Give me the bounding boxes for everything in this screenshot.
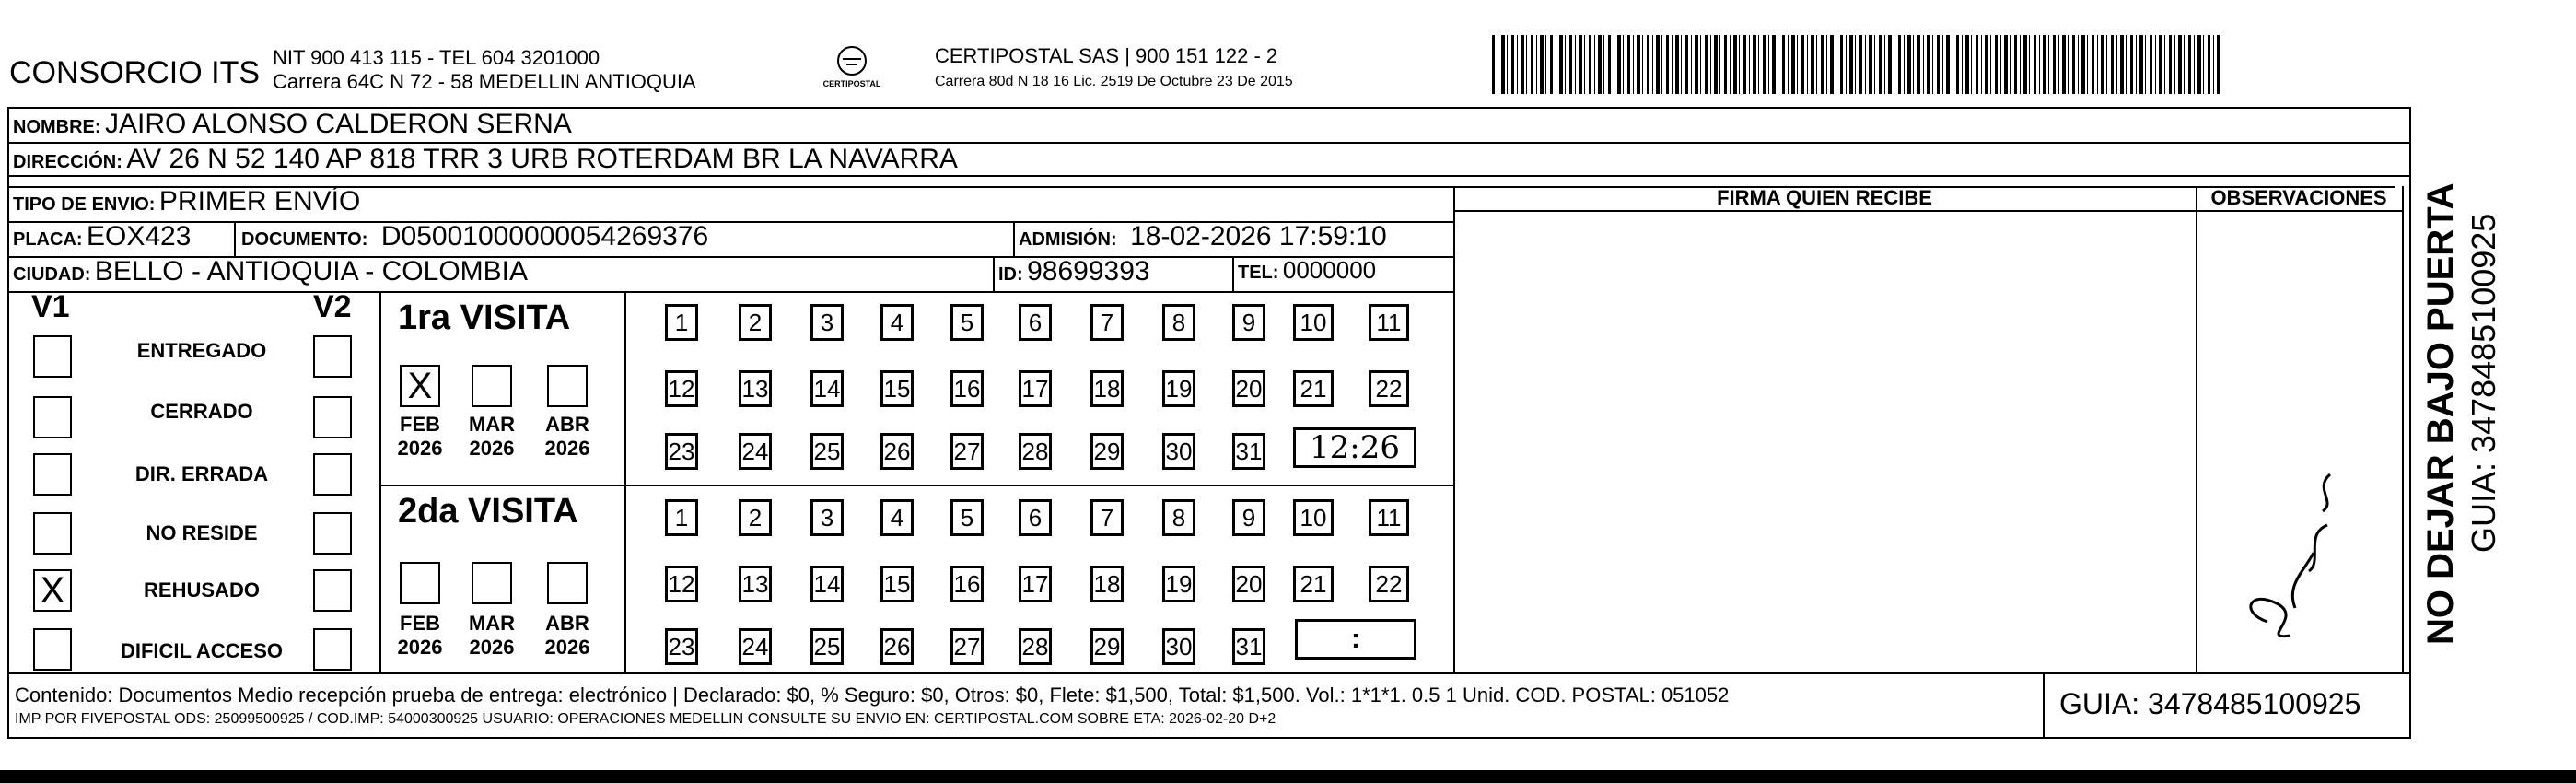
- certipostal-logo: [815, 44, 889, 96]
- signature: [2203, 424, 2396, 663]
- divider: [1013, 221, 1015, 256]
- first-month-feb-box[interactable]: X: [400, 365, 440, 407]
- second-visit-day-box[interactable]: 14: [810, 566, 844, 602]
- month-label: FEB: [400, 413, 440, 436]
- nombre-value: JAIRO ALONSO CALDERON SERNA: [105, 109, 572, 139]
- status-dir-errada: DIR. ERRADA: [134, 462, 269, 485]
- v1-dificil-acceso-checkbox[interactable]: [33, 628, 72, 671]
- second-visit-day-box[interactable]: 22: [1369, 566, 1409, 602]
- divider: [379, 291, 381, 672]
- year-label: 2026: [397, 636, 443, 659]
- second-visit-day-box[interactable]: 4: [880, 499, 914, 536]
- status-no-reside: NO RESIDE: [146, 521, 258, 544]
- first-visit-day-box[interactable]: 29: [1090, 433, 1124, 470]
- first-visit-day-box[interactable]: 14: [810, 370, 844, 407]
- first-visit-day-box[interactable]: 13: [739, 370, 772, 407]
- month-label: FEB: [400, 612, 440, 635]
- first-visit-day-box[interactable]: 20: [1232, 370, 1265, 407]
- second-visit-day-box[interactable]: 8: [1162, 499, 1195, 536]
- id-label: ID:: [998, 264, 1023, 285]
- v1-cerrado-checkbox[interactable]: [33, 396, 72, 438]
- second-visit-day-box[interactable]: 23: [665, 628, 698, 665]
- divider: [2196, 186, 2197, 672]
- second-visit-day-box[interactable]: 11: [1369, 499, 1409, 536]
- first-visit-day-box[interactable]: 26: [880, 433, 914, 470]
- second-visit-title: 2da VISITA: [398, 492, 578, 531]
- ciudad-value: BELLO - ANTIOQUIA - COLOMBIA: [94, 256, 529, 286]
- first-visit-day-box[interactable]: 2: [739, 304, 772, 341]
- divider: [2402, 186, 2404, 672]
- second-visit-day-box[interactable]: 6: [1019, 499, 1052, 536]
- first-month-abr-box[interactable]: [547, 365, 588, 407]
- placa-value: EOX423: [87, 221, 192, 251]
- tel-row: [1238, 256, 1376, 285]
- second-visit-day-box[interactable]: 17: [1019, 566, 1052, 602]
- divider: [624, 291, 626, 672]
- divider: [1453, 210, 2402, 212]
- v2-entregado-checkbox[interactable]: [313, 335, 352, 378]
- second-month-feb-box[interactable]: [400, 562, 440, 604]
- divider: [7, 291, 1453, 293]
- divider: [2043, 672, 2045, 739]
- v2-rehusado-checkbox[interactable]: [313, 569, 352, 612]
- placa-row: [13, 221, 191, 252]
- first-visit-day-box[interactable]: 9: [1232, 304, 1265, 341]
- nombre-row: [13, 109, 572, 140]
- year-label: 2026: [397, 437, 443, 460]
- first-visit-day-box[interactable]: 19: [1162, 370, 1195, 407]
- month-label: MAR: [468, 612, 516, 635]
- second-visit-day-box[interactable]: 19: [1162, 566, 1195, 602]
- status-dificil-acceso: DIFICIL ACCESO: [120, 639, 283, 662]
- first-visit-time-box[interactable]: [1293, 427, 1416, 468]
- second-visit-day-box[interactable]: 30: [1162, 628, 1195, 665]
- first-month-feb: [392, 413, 448, 461]
- second-month-mar-box[interactable]: [472, 562, 512, 604]
- first-visit-day-box[interactable]: 11: [1369, 304, 1409, 341]
- first-visit-day-box[interactable]: 10: [1293, 304, 1334, 341]
- firma-header: FIRMA QUIEN RECIBE: [1717, 186, 1932, 209]
- tipo-value: PRIMER ENVÍO: [158, 186, 361, 216]
- ciudad-label: CIUDAD:: [13, 264, 91, 285]
- second-visit-day-box[interactable]: 3: [810, 499, 844, 536]
- first-month-abr: [540, 413, 595, 461]
- year-label: 2026: [544, 636, 590, 659]
- first-visit-day-box[interactable]: 5: [950, 304, 984, 341]
- v1-dir-errada-checkbox[interactable]: [33, 453, 72, 496]
- first-visit-day-box[interactable]: 25: [810, 433, 844, 470]
- second-visit-day-box[interactable]: 2: [739, 499, 772, 536]
- certipostal-line2: Carrera 80d N 18 16 Lic. 2519 De Octubre 23 De 2015: [935, 74, 1293, 89]
- id-value: 98699393: [1027, 256, 1150, 286]
- second-visit-day-box[interactable]: 24: [739, 628, 772, 665]
- second-visit-day-box[interactable]: 16: [950, 566, 984, 602]
- v2-label: V2: [313, 289, 352, 324]
- first-visit-day-box[interactable]: 23: [665, 433, 698, 470]
- divider: [993, 256, 995, 291]
- tel-value: 0000000: [1282, 256, 1377, 284]
- year-label: 2026: [469, 437, 515, 460]
- second-visit-day-box[interactable]: 29: [1090, 628, 1124, 665]
- second-visit-day-box[interactable]: 7: [1090, 499, 1124, 536]
- second-visit-day-box[interactable]: 28: [1019, 628, 1052, 665]
- tel-label: TEL:: [1238, 263, 1279, 283]
- admision-label: ADMISIÓN:: [1019, 229, 1117, 250]
- first-visit-day-box[interactable]: 3: [810, 304, 844, 341]
- footer-guia: GUIA: 3478485100925: [2059, 687, 2361, 720]
- documento-value: D05001000000054269376: [380, 221, 709, 251]
- divider: [1453, 186, 1455, 672]
- second-visit-day-box[interactable]: 13: [739, 566, 772, 602]
- first-month-mar: [464, 413, 519, 461]
- first-visit-day-box[interactable]: 24: [739, 433, 772, 470]
- second-visit-day-box[interactable]: 31: [1232, 628, 1265, 665]
- company-name: CONSORCIO ITS: [9, 55, 261, 90]
- placa-label: PLACA:: [13, 229, 83, 250]
- first-visit-day-box[interactable]: 28: [1019, 433, 1052, 470]
- first-visit-time: 12:26: [1310, 429, 1400, 466]
- documento-label: DOCUMENTO:: [241, 229, 368, 250]
- v2-no-reside-checkbox[interactable]: [313, 512, 352, 555]
- month-label: ABR: [545, 612, 589, 635]
- second-month-mar: [464, 612, 519, 660]
- first-visit-day-box[interactable]: 12: [665, 370, 698, 407]
- second-month-abr: [540, 612, 595, 660]
- divider: [379, 485, 1453, 486]
- nit-line: NIT 900 413 115 - TEL 604 3201000: [273, 46, 600, 69]
- second-visit-day-box[interactable]: 10: [1293, 499, 1334, 536]
- second-visit-day-box[interactable]: 15: [880, 566, 914, 602]
- second-visit-time-box[interactable]: [1295, 619, 1416, 660]
- nombre-label: NOMBRE:: [13, 117, 101, 137]
- footer-print-line: IMP POR FIVEPOSTAL ODS: 25099500925 / COD.IMP: 54000300925 USUARIO: OPERACIONES MEDELLIN CONSULTE SU ENVIO EN: CERTIPOSTAL.COM SOBRE ETA: 2026-02-20 D+2: [15, 711, 1276, 727]
- barcode: [1492, 35, 2220, 94]
- bottom-bar: [0, 770, 2576, 783]
- second-visit-day-box[interactable]: 26: [880, 628, 914, 665]
- first-visit-title: 1ra VISITA: [398, 298, 571, 337]
- second-visit-day-box[interactable]: 20: [1232, 566, 1265, 602]
- v1-no-reside-checkbox[interactable]: [33, 512, 72, 555]
- side-guia: GUIA: 3478485100925: [2465, 213, 2502, 553]
- first-month-mar-box[interactable]: [472, 365, 512, 407]
- tipo-label: TIPO DE ENVIO:: [13, 194, 156, 215]
- first-visit-day-box[interactable]: 22: [1369, 370, 1409, 407]
- divider: [234, 221, 236, 256]
- address-line: Carrera 64C N 72 - 58 MEDELLIN ANTIOQUIA: [273, 70, 696, 93]
- v1-entregado-checkbox[interactable]: [33, 335, 72, 378]
- direccion-value: AV 26 N 52 140 AP 818 TRR 3 URB ROTERDAM BR LA NAVARRA: [126, 144, 958, 174]
- first-visit-day-box[interactable]: 17: [1019, 370, 1052, 407]
- second-visit-day-box[interactable]: 18: [1090, 566, 1124, 602]
- ciudad-row: [13, 256, 528, 287]
- second-visit-day-box[interactable]: 25: [810, 628, 844, 665]
- first-visit-day-box[interactable]: 18: [1090, 370, 1124, 407]
- first-visit-day-box[interactable]: 6: [1019, 304, 1052, 341]
- first-visit-day-box[interactable]: 15: [880, 370, 914, 407]
- second-month-feb: [392, 612, 448, 660]
- certipostal-line1: CERTIPOSTAL SAS | 900 151 122 - 2: [935, 44, 1278, 67]
- second-month-abr-box[interactable]: [547, 562, 588, 604]
- divider: [7, 672, 2411, 674]
- first-visit-day-box[interactable]: 30: [1162, 433, 1195, 470]
- v2-dificil-acceso-checkbox[interactable]: [313, 628, 352, 671]
- divider: [7, 175, 2411, 177]
- second-visit-day-box[interactable]: 9: [1232, 499, 1265, 536]
- first-visit-day-box[interactable]: 4: [880, 304, 914, 341]
- footer-content-line: Contenido: Documentos Medio recepción prueba de entrega: electrónico | Declarado: $0, % Seguro: $0, Otros: $0, Flete: $1,500, Total: $1,500. Vol.: 1*1*1. 0.5 1 Unid. COD. POSTAL: 051052: [15, 684, 1730, 707]
- side-title: NO DEJAR BAJO PUERTA: [2420, 182, 2461, 645]
- direccion-row: [13, 144, 958, 175]
- id-row: [998, 256, 1150, 287]
- second-visit-day-box[interactable]: 21: [1293, 566, 1334, 602]
- status-rehusado: REHUSADO: [144, 578, 260, 602]
- v1-rehusado-checkbox[interactable]: X: [33, 569, 72, 612]
- direccion-label: DIRECCIÓN:: [13, 152, 122, 172]
- tipo-row: [13, 186, 360, 217]
- status-cerrado: CERRADO: [150, 400, 253, 423]
- first-visit-day-box[interactable]: 8: [1162, 304, 1195, 341]
- status-entregado: ENTREGADO: [136, 339, 267, 362]
- logo-text: CERTIPOSTAL: [822, 79, 881, 88]
- admision-value: 18-02-2026 17:59:10: [1130, 221, 1387, 251]
- second-visit-day-box[interactable]: 5: [950, 499, 984, 536]
- second-visit-time: :: [1351, 624, 1360, 654]
- month-label: MAR: [468, 413, 516, 436]
- second-visit-day-box[interactable]: 1: [665, 499, 698, 536]
- observaciones-header: OBSERVACIONES: [2210, 186, 2387, 209]
- year-label: 2026: [469, 636, 515, 659]
- first-visit-day-box[interactable]: 16: [950, 370, 984, 407]
- first-visit-day-box[interactable]: 1: [665, 304, 698, 341]
- admision-row: [1019, 221, 1387, 252]
- month-label: ABR: [545, 413, 589, 436]
- documento-row: [241, 221, 708, 252]
- v1-label: V1: [31, 289, 70, 324]
- second-visit-day-box[interactable]: 27: [950, 628, 984, 665]
- first-visit-day-box[interactable]: 27: [950, 433, 984, 470]
- v2-cerrado-checkbox[interactable]: [313, 396, 352, 438]
- year-label: 2026: [544, 437, 590, 460]
- first-visit-day-box[interactable]: 7: [1090, 304, 1124, 341]
- first-visit-day-box[interactable]: 31: [1232, 433, 1265, 470]
- first-visit-day-box[interactable]: 21: [1293, 370, 1334, 407]
- v2-dir-errada-checkbox[interactable]: [313, 453, 352, 496]
- second-visit-day-box[interactable]: 12: [665, 566, 698, 602]
- divider: [1232, 256, 1234, 291]
